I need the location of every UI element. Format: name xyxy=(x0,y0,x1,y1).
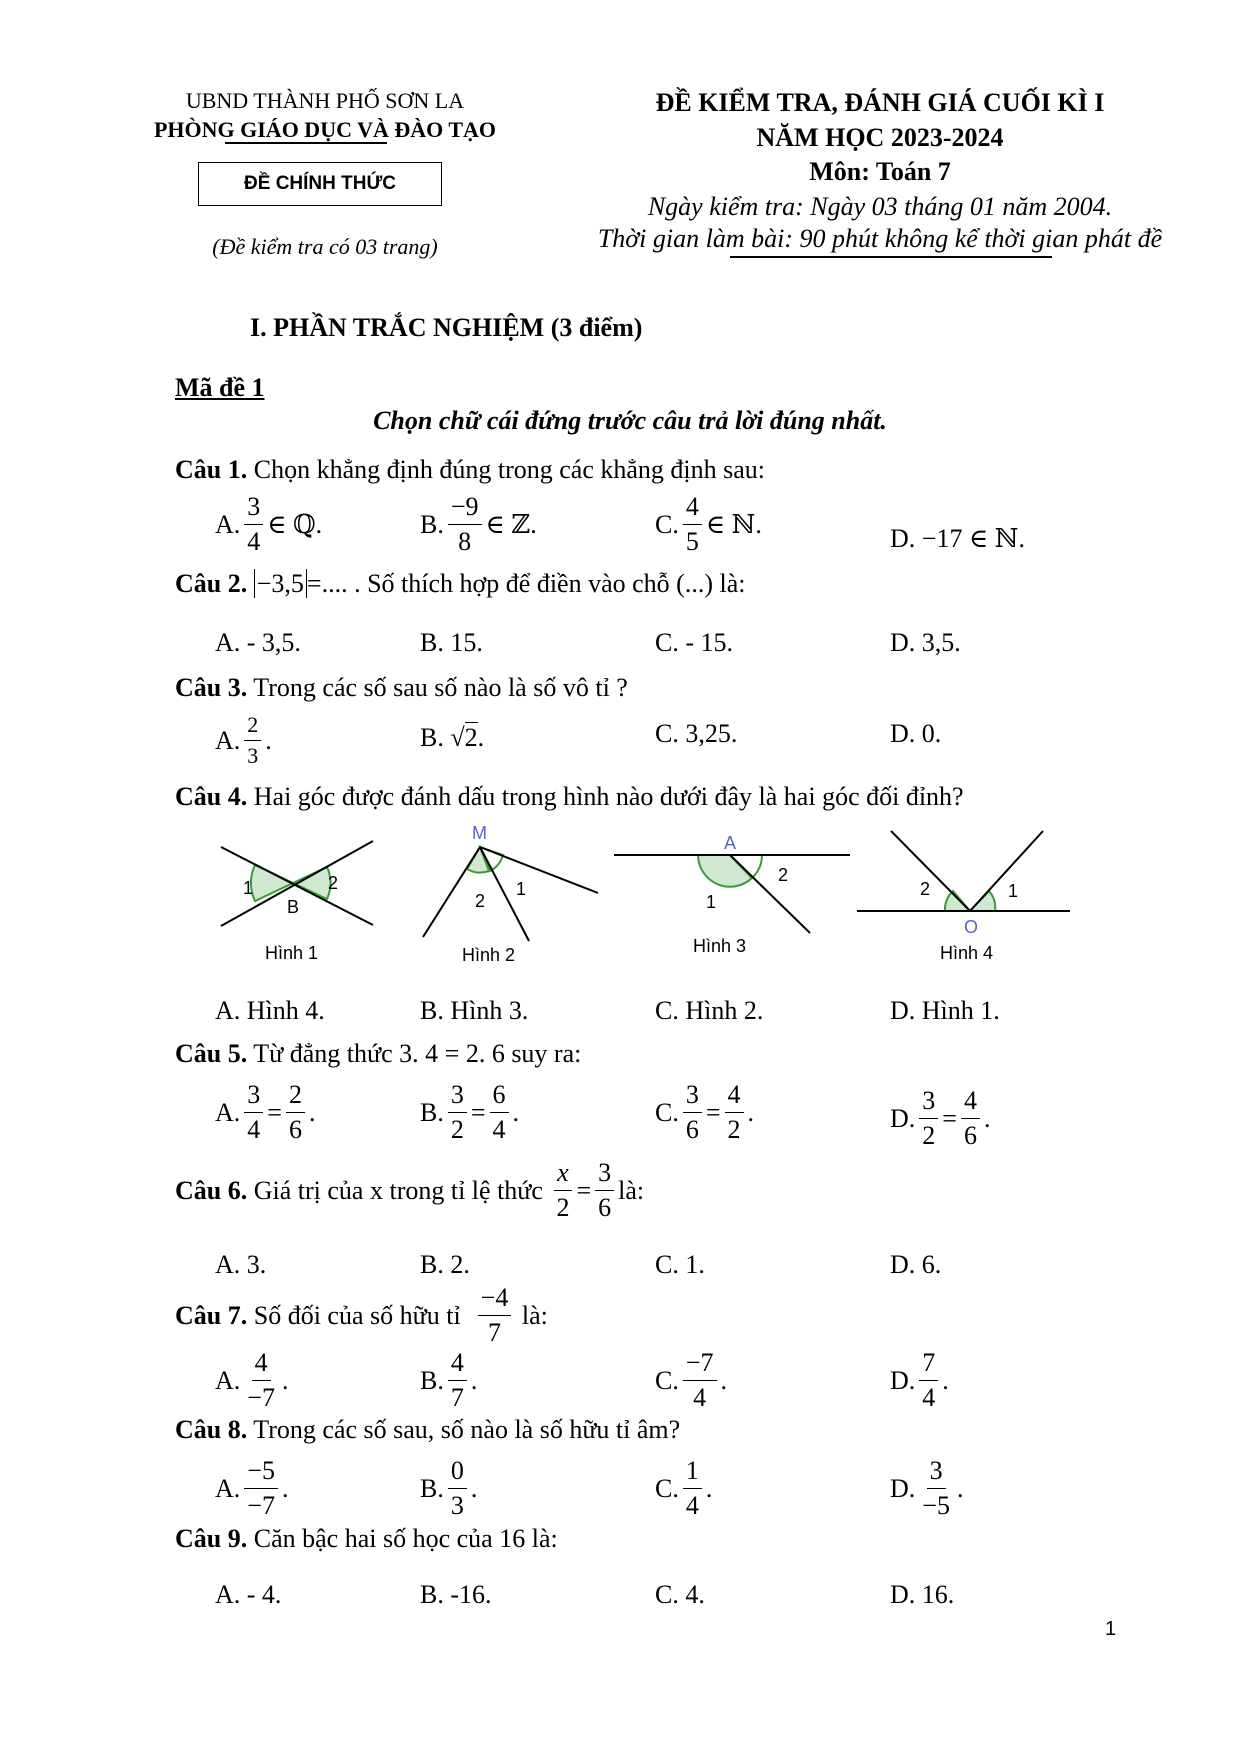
figure-1-diagram xyxy=(215,835,385,940)
q5-a-frac1 xyxy=(244,1082,263,1143)
figure-4-caption: Hình 4 xyxy=(940,943,994,963)
subject: Môn: Toán 7 xyxy=(809,157,951,186)
q5-c-n2: 4 xyxy=(725,1082,744,1113)
q9-option-b[interactable]: B. -16. xyxy=(420,1580,492,1609)
question-5-text: Từ đẳng thức 3. 4 = 2. 6 suy ra: xyxy=(253,1039,582,1068)
question-8-text: Trong các số sau, số nào là số hữu tỉ âm? xyxy=(253,1415,681,1444)
q6-option-d[interactable]: D. 6. xyxy=(890,1250,942,1279)
q3-b-letter: B. xyxy=(420,722,444,752)
q4-option-d[interactable]: D. Hình 1. xyxy=(890,996,1000,1025)
q4-option-c[interactable]: C. Hình 2. xyxy=(655,996,764,1025)
q2-option-c[interactable]: C. - 15. xyxy=(655,628,733,657)
figure-4-vertex-label: O xyxy=(964,917,979,937)
q5-c-d2: 2 xyxy=(727,1115,741,1144)
question-1-text: Chọn khẳng định đúng trong các khẳng định sau: xyxy=(253,455,766,484)
question-6-text: Giá trị của x trong tỉ lệ thức xyxy=(253,1175,543,1205)
q7-a-fraction xyxy=(244,1350,278,1411)
figure-4-ray-left xyxy=(891,831,970,911)
q1-c-den: 5 xyxy=(685,527,699,556)
q8-option-b[interactable]: B. $\frac{0}{3}$ . xyxy=(420,1456,478,1520)
q7-c-letter: C. xyxy=(655,1365,679,1395)
q3-b-radicand: 2 xyxy=(464,723,478,752)
q1-c-tail: ∈ ℕ. xyxy=(705,509,762,539)
q1-option-a[interactable] xyxy=(215,494,322,555)
figure-3-vertex-label: A xyxy=(724,833,737,853)
q8-a-num: −5 xyxy=(244,1458,278,1489)
figure-3-angle2-label: 2 xyxy=(778,865,789,885)
department-line1: UBND THÀNH PHỐ SƠN LA xyxy=(185,88,465,113)
question-7-text: Số đối của số hữu tỉ xyxy=(253,1300,461,1330)
q8-option-d[interactable]: D. $\frac{3}{-5}$ . xyxy=(890,1456,964,1520)
question-2-text: =.... . Số thích hợp để điền vào chỗ (...) là: xyxy=(306,569,746,598)
question-8 xyxy=(175,1415,680,1445)
q8-option-a[interactable]: A. $\frac{-5}{-7}$ . xyxy=(215,1456,289,1520)
page-number: 1 xyxy=(1105,1618,1117,1640)
q8-a-fraction xyxy=(244,1458,278,1519)
q1-a-tail: ∈ ℚ. xyxy=(267,509,323,539)
q7-den: 7 xyxy=(488,1318,501,1347)
q6-frac1 xyxy=(553,1160,572,1221)
question-3-text: Trong các số sau số nào là số vô tỉ ? xyxy=(253,673,628,702)
figure-2-ray-right xyxy=(480,847,598,893)
official-stamp-box xyxy=(198,162,442,206)
q7-a-den: −7 xyxy=(247,1383,275,1412)
question-7-label: Câu 7. xyxy=(175,1300,248,1330)
exam-duration: Thời gian làm bài: 90 phút không kể thời gian phát đề xyxy=(597,224,1163,253)
q6-d1: 2 xyxy=(556,1193,570,1222)
q6-n1: x xyxy=(554,1160,572,1191)
q5-option-c[interactable]: C. $\frac{3}{6}$ = $\frac{4}{2}$ . xyxy=(655,1080,755,1144)
q8-b-num: 0 xyxy=(448,1458,467,1489)
figure-4-angle2-label: 2 xyxy=(920,879,931,899)
q4-option-b[interactable]: B. Hình 3. xyxy=(420,996,529,1025)
question-4 xyxy=(175,782,964,812)
q7-b-fraction xyxy=(448,1350,467,1411)
official-stamp-label: ĐỀ CHÍNH THỨC xyxy=(244,173,396,194)
q5-d-n2: 4 xyxy=(961,1088,980,1119)
q6-tail: là: xyxy=(618,1175,645,1205)
section-title: I. PHẦN TRẮC NGHIỆM (3 điểm) xyxy=(250,313,643,342)
q1-b-tail: ∈ ℤ. xyxy=(485,509,537,539)
q8-b-letter: B. xyxy=(420,1473,444,1503)
q7-c-fraction xyxy=(683,1350,717,1411)
question-2 xyxy=(175,569,745,599)
q5-c-letter: C. xyxy=(655,1097,679,1127)
figure-3-diagram xyxy=(612,830,857,940)
department-line2: PHÒNG GIÁO DỤC VÀ ĐÀO TẠO xyxy=(153,117,497,142)
q1-d-value: −17 ∈ ℕ. xyxy=(921,524,1025,553)
q4-option-a[interactable]: A. Hình 4. xyxy=(215,996,325,1025)
q6-frac2 xyxy=(595,1160,614,1221)
figure-2-vertex-label: M xyxy=(472,825,487,843)
figure-2-angle1-label: 1 xyxy=(516,879,527,899)
q3-a-fraction xyxy=(244,714,261,767)
q3-a-tail: . xyxy=(265,725,272,755)
figure-4-ray-right xyxy=(970,831,1043,911)
q1-c-num: 4 xyxy=(683,494,702,525)
q2-absolute-value: −3,5 xyxy=(254,569,307,598)
question-3 xyxy=(175,673,628,703)
duration-underline xyxy=(730,256,1052,258)
q1-c-letter: C. xyxy=(655,509,679,539)
q9-option-a[interactable]: A. - 4. xyxy=(215,1580,282,1609)
q2-option-d[interactable]: D. 3,5. xyxy=(890,628,961,657)
q7-d-num: 7 xyxy=(919,1350,938,1381)
q5-d-d1: 2 xyxy=(922,1121,936,1150)
q5-c-d1: 6 xyxy=(685,1115,699,1144)
q6-n2: 3 xyxy=(595,1160,614,1191)
q5-b-n2: 6 xyxy=(490,1082,509,1113)
q5-option-a[interactable]: A. $\frac{3}{4}$ = $\frac{2}{6}$ . xyxy=(215,1080,316,1144)
q1-a-den: 4 xyxy=(247,527,261,556)
q6-option-a[interactable]: A. 3. xyxy=(215,1250,267,1279)
q7-d-den: 4 xyxy=(922,1383,936,1412)
q7-c-den: 4 xyxy=(693,1383,707,1412)
figure-2-diagram xyxy=(415,825,605,943)
q7-option-b[interactable]: B. $\frac{4}{7}$ . xyxy=(420,1348,478,1412)
figure-2-caption: Hình 2 xyxy=(462,945,516,965)
q1-option-d[interactable] xyxy=(890,524,1025,554)
q5-a-n2: 2 xyxy=(286,1082,305,1113)
question-1 xyxy=(175,455,765,485)
q5-b-frac2 xyxy=(490,1082,509,1143)
q7-b-den: 7 xyxy=(450,1383,464,1412)
question-5-label: Câu 5. xyxy=(175,1039,248,1068)
q8-option-c[interactable]: C. $\frac{1}{4}$ . xyxy=(655,1456,713,1520)
exam-date: Ngày kiểm tra: Ngày 03 tháng 01 năm 2004. xyxy=(647,192,1113,221)
q7-option-d[interactable]: D. $\frac{7}{4}$ . xyxy=(890,1348,949,1412)
q5-b-n1: 3 xyxy=(448,1082,467,1113)
instruction: Chọn chữ cái đứng trước câu trả lời đúng nhất. xyxy=(373,406,887,435)
question-9 xyxy=(175,1524,558,1554)
figure-4-diagram xyxy=(855,825,1075,940)
q5-b-frac1 xyxy=(448,1082,467,1143)
q8-c-den: 4 xyxy=(685,1491,699,1520)
q2-option-b[interactable]: B. 15. xyxy=(420,628,483,657)
department-underline xyxy=(225,142,387,144)
q5-d-letter: D. xyxy=(890,1103,916,1133)
q5-a-d1: 4 xyxy=(247,1115,261,1144)
figure-3-ray xyxy=(730,855,810,933)
q1-b-num: −9 xyxy=(448,494,482,525)
figure-1-angle-1 xyxy=(251,865,293,901)
q7-option-c[interactable]: C. $\frac{-7}{4}$ . xyxy=(655,1348,728,1412)
q5-a-letter: A. xyxy=(215,1097,241,1127)
question-3-label: Câu 3. xyxy=(175,673,248,702)
q8-b-fraction xyxy=(448,1458,467,1519)
question-1-label: Câu 1. xyxy=(175,455,248,484)
q5-a-d2: 6 xyxy=(288,1115,302,1144)
figure-1-angle2-label: 2 xyxy=(328,873,339,893)
figure-3-caption: Hình 3 xyxy=(693,936,747,956)
q5-option-b[interactable]: B. $\frac{3}{2}$ = $\frac{6}{4}$ . xyxy=(420,1080,520,1144)
question-9-text: Căn bậc hai số học của 16 là: xyxy=(253,1524,558,1553)
figure-1-caption: Hình 1 xyxy=(265,943,319,963)
q8-d-fraction xyxy=(919,1458,953,1519)
q6-option-c[interactable]: C. 1. xyxy=(655,1250,705,1279)
q5-d-frac2 xyxy=(961,1088,980,1149)
question-4-label: Câu 4. xyxy=(175,782,248,811)
q7-frac xyxy=(478,1285,512,1346)
school-year: NĂM HỌC 2023-2024 xyxy=(756,123,1004,152)
q1-c-fraction xyxy=(683,494,702,555)
q3-a-num: 2 xyxy=(244,714,261,741)
q1-b-fraction xyxy=(448,494,482,555)
question-4-text: Hai góc được đánh dấu trong hình nào dưới đây là hai góc đối đỉnh? xyxy=(253,782,964,811)
q9-option-c[interactable]: C. 4. xyxy=(655,1580,705,1609)
figure-3-angle1-label: 1 xyxy=(706,892,717,912)
q8-c-fraction xyxy=(683,1458,702,1519)
figure-1-angle1-label: 1 xyxy=(243,878,254,898)
q8-d-num: 3 xyxy=(927,1458,946,1489)
q1-option-c[interactable] xyxy=(655,494,762,555)
q5-b-d1: 2 xyxy=(450,1115,464,1144)
q7-tail: là: xyxy=(521,1300,548,1330)
question-7 xyxy=(175,1285,548,1346)
q7-b-letter: B. xyxy=(420,1365,444,1395)
q5-d-frac1 xyxy=(919,1088,938,1149)
q5-a-n1: 3 xyxy=(244,1082,263,1113)
q5-d-d2: 6 xyxy=(963,1121,977,1150)
question-9-label: Câu 9. xyxy=(175,1524,248,1553)
q8-c-letter: C. xyxy=(655,1473,679,1503)
q3-option-b[interactable] xyxy=(420,722,484,753)
q6-d2: 6 xyxy=(598,1193,612,1222)
q1-a-num: 3 xyxy=(244,494,263,525)
question-5 xyxy=(175,1039,581,1069)
figure-1-vertex-label: B xyxy=(287,897,300,917)
q7-b-num: 4 xyxy=(448,1350,467,1381)
q8-a-den: −7 xyxy=(247,1491,275,1520)
q7-d-fraction xyxy=(919,1350,938,1411)
q3-option-c[interactable]: C. 3,25. xyxy=(655,719,738,748)
q7-num: −4 xyxy=(478,1285,512,1316)
q7-a-letter: A. xyxy=(215,1365,241,1395)
q8-d-den: −5 xyxy=(922,1491,950,1520)
page-count-note: (Đề kiểm tra có 03 trang) xyxy=(212,234,438,259)
question-6: Câu 6. Giá trị của x trong tỉ lệ thức $\frac{x}{2}$ = $\frac{3}{6}$ là: xyxy=(175,1158,645,1222)
figure-2-ray-left xyxy=(423,847,480,937)
exam-code: Mã đề 1 xyxy=(175,373,265,402)
q9-option-d[interactable]: D. 16. xyxy=(890,1580,955,1609)
q1-a-fraction xyxy=(244,494,263,555)
q7-c-num: −7 xyxy=(683,1350,717,1381)
q5-d-n1: 3 xyxy=(919,1088,938,1119)
q3-option-d[interactable]: D. 0. xyxy=(890,719,942,748)
question-2-label: Câu 2. xyxy=(175,569,248,598)
q8-d-letter: D. xyxy=(890,1473,916,1503)
q6-option-b[interactable]: B. 2. xyxy=(420,1250,470,1279)
q5-b-d2: 4 xyxy=(492,1115,506,1144)
q1-d-text: D. xyxy=(890,524,916,553)
question-6-label: Câu 6. xyxy=(175,1175,248,1205)
figure-2-angle2-label: 2 xyxy=(475,891,486,911)
sqrt-icon: √ xyxy=(450,722,465,752)
figure-4-angle1-label: 1 xyxy=(1008,881,1019,901)
q1-b-den: 8 xyxy=(458,527,472,556)
q7-option-a[interactable]: A. $\frac{4}{-7}$ . xyxy=(215,1348,289,1412)
q5-c-n1: 3 xyxy=(683,1082,702,1113)
q2-option-a[interactable]: A. - 3,5. xyxy=(215,628,301,657)
q5-a-frac2 xyxy=(286,1082,305,1143)
q3-a-letter: A. xyxy=(215,725,241,755)
q8-c-num: 1 xyxy=(683,1458,702,1489)
q1-a-letter: A. xyxy=(215,509,241,539)
q8-a-letter: A. xyxy=(215,1473,241,1503)
q3-b-tail: . xyxy=(477,722,485,752)
q5-b-letter: B. xyxy=(420,1097,444,1127)
q5-option-d[interactable]: D. $\frac{3}{2}$ = $\frac{4}{6}$ . xyxy=(890,1086,991,1150)
q8-b-den: 3 xyxy=(450,1491,464,1520)
question-8-label: Câu 8. xyxy=(175,1415,248,1444)
q7-d-letter: D. xyxy=(890,1365,916,1395)
q1-b-letter: B. xyxy=(420,509,444,539)
q3-option-a[interactable] xyxy=(215,714,272,767)
q5-c-frac2 xyxy=(725,1082,744,1143)
q3-a-den: 3 xyxy=(247,743,259,768)
q7-a-num: 4 xyxy=(252,1350,271,1381)
q5-c-frac1 xyxy=(683,1082,702,1143)
exam-title: ĐỀ KIỂM TRA, ĐÁNH GIÁ CUỐI KÌ I xyxy=(655,88,1105,117)
q1-option-b[interactable] xyxy=(420,494,537,555)
